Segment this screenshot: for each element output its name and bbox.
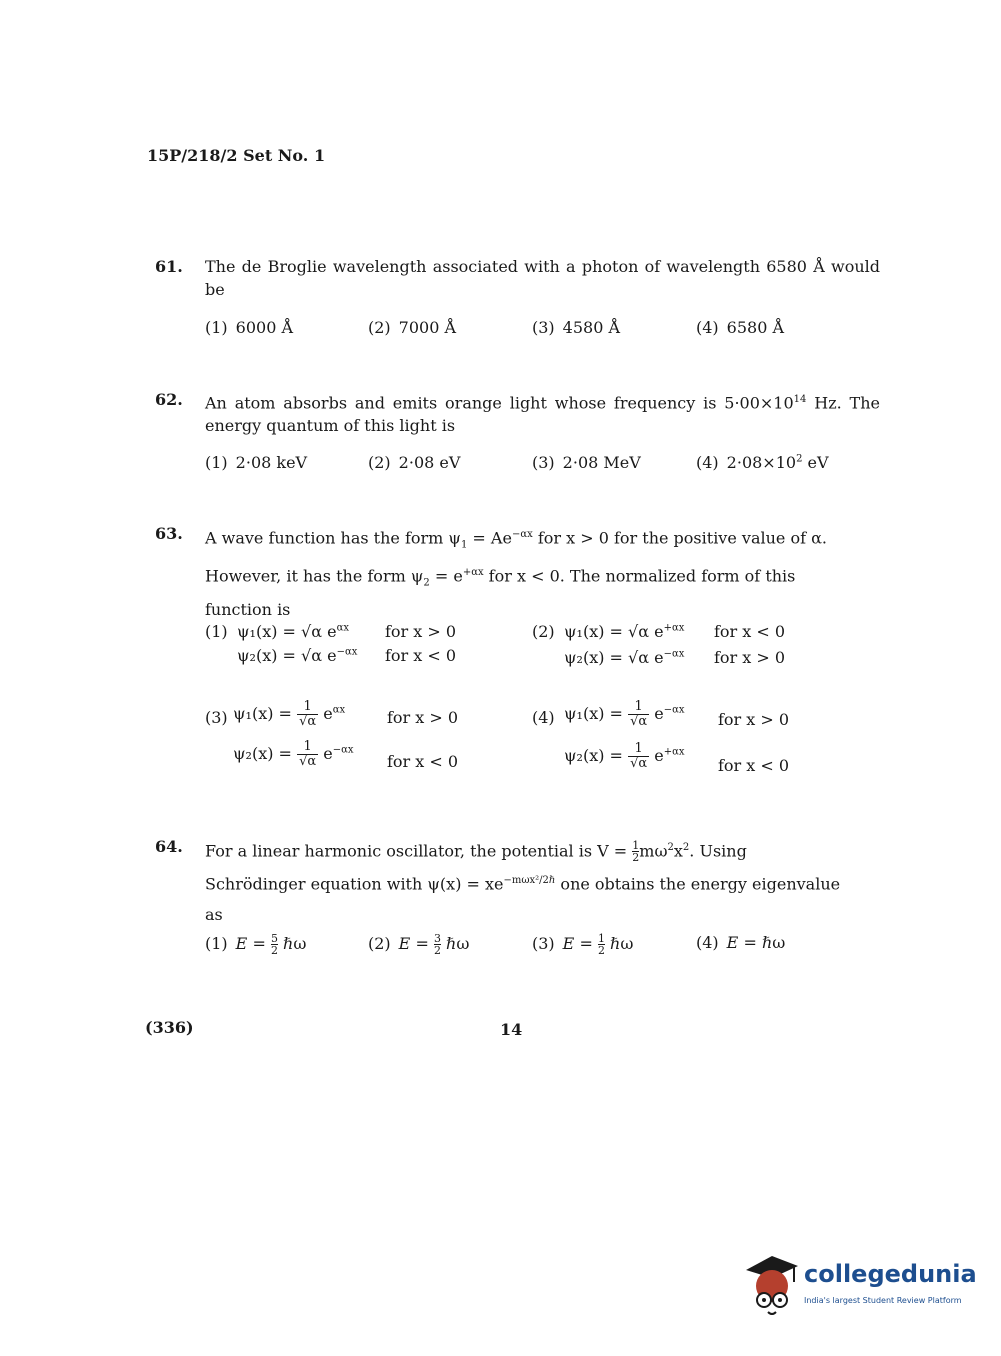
question-64-number: 64.: [155, 837, 183, 856]
option-pre: E =: [726, 933, 762, 952]
q63-l1b: = Ae: [467, 528, 512, 548]
fraction: [297, 700, 318, 729]
q63-l2-exp: +αx: [462, 566, 484, 578]
frac-den: √α: [299, 754, 317, 769]
q64-line-1: [205, 833, 880, 866]
exam-page: 15P/218/2 Set No. 1 61. The de Broglie wavelength associated with a photon of wavelength 6580 Å would be (1) 6000 Å (2) 7000 Å (3) 4580 Å (4) 6580 Å 62. An atom absorbs and emits orange light whose frequency is $5\cdot 00\times 10^{14}$ Hz. The energy quantum of this light is (1) 2·08 keV (2) 2·08 eV (3) 2·08 MeV (4) $2\cdot 08\times 10^2$ eV 63. A wave function has the form $\psi_1 = Ae^{-\alpha x}$ for x > 0 for the positive value of α. However, it has the form $\psi_2 = e^{+\alpha x}$ for x < 0. The normalized form of this function is (1) ψ₁(x) = √α $e^{\alpha x}$ for x > 0 ψ₂(x) = √α $e^{-\alpha x}$ for x < 0 (2) ψ₁(x) = √α $e^{+\alpha x}$ for x < 0 ψ₂(x) = √α $e^{-\alpha x}$ for x > 0 (3) ψ₁(x) = $\frac{1}{√\alpha}$ $e^{\alpha x}$ for x > 0 ψ₂(x) = $\frac{1}{√\alpha}$ $e^{-\alpha x}$ for x < 0 (4) ψ₁(x) = $\frac{1}{√\alpha}$ $e^{-\alpha x}$ for x > 0 ψ₂(x) = $\frac{1}{√\alpha}$ $e^{+\alpha x}$ for x < 0 64. For a linear harmonic oscillator, the potential is V = $\frac{1}{2}$ $m\omega^2x^2$. Using Schrödinger equation with $\psi(x) = xe^{-m\omega x^2/2\hbar}$ one obtains the energy eigenvalue as (1) E = $\frac{5}{2}$ ℏω (2) E = $\frac{3}{2}$ ℏω (3) E = $\frac{1}{2}$ ℏω (4) E = ℏω (336) 14 collegedunia India's largest Student Review Platform: [0, 0, 1001, 1356]
option-exponent: 2: [796, 453, 803, 465]
q63-l2a: However, it has the form ψ: [205, 565, 424, 585]
q64-option-4: [696, 933, 785, 952]
frac-den: √α: [630, 756, 648, 771]
option-tail: eV: [802, 453, 829, 472]
q63-l2b: = e: [429, 565, 463, 585]
option-number: (1): [205, 318, 228, 337]
question-62-number: 62.: [155, 390, 183, 409]
psi1: ψ₁(x) = √α e: [564, 622, 664, 641]
q64-line-3: as: [205, 904, 223, 924]
option-number: (4): [696, 453, 719, 472]
fraction: [434, 933, 441, 956]
option-number: (3): [205, 708, 228, 727]
frac-den: 2: [632, 851, 640, 865]
option-number: (3): [532, 934, 555, 953]
q61-option-3: [532, 318, 620, 337]
option-text: 2·08×10: [726, 453, 797, 472]
option-pre: E =: [235, 934, 271, 953]
q61-option-1: [205, 318, 293, 337]
cond-2: for x < 0: [387, 752, 459, 771]
q64-l1b: mω: [639, 841, 668, 861]
option-number: (2): [368, 934, 391, 953]
option-text: 2·08 keV: [235, 453, 308, 472]
logo-tagline: India's largest Student Review Platform: [804, 1296, 962, 1305]
option-text: 4580 Å: [562, 318, 621, 337]
exp: −αx: [336, 646, 358, 658]
q64-option-1: [205, 933, 306, 956]
question-62-text: [205, 388, 880, 437]
fraction: [628, 700, 649, 729]
option-number: (1): [205, 622, 228, 641]
q63-line-3: function is: [205, 600, 291, 620]
option-number: (4): [696, 933, 719, 952]
page-number: 14: [500, 1020, 523, 1039]
fraction: [598, 933, 605, 956]
q62-text-b: Hz. The energy quantum of this light is: [205, 393, 880, 436]
question-61-text: The de Broglie wavelength associated with a photon of wavelength 6580 Å would be: [205, 257, 880, 299]
q63-line-2: [205, 559, 880, 597]
q64-option-2: [368, 933, 469, 956]
q63-l1-sub: 1: [460, 539, 468, 551]
q61-option-4: [696, 318, 784, 337]
exp: +αx: [663, 746, 685, 758]
option-post: ℏω: [277, 934, 307, 953]
frac-num: 1: [628, 742, 649, 757]
psi1: ψ₁(x) = √α e: [237, 622, 337, 641]
fraction: [628, 742, 649, 771]
q61-option-2: [368, 318, 456, 337]
q64-option-3: [532, 933, 633, 956]
exp: −αx: [332, 744, 354, 756]
q62-exponent: 14: [793, 394, 807, 405]
q64-l2-exp: −mωx²/2ℏ: [503, 875, 556, 887]
fraction: [297, 740, 318, 769]
option-post: ℏω: [604, 934, 634, 953]
cond-1: for x > 0: [385, 622, 457, 641]
frac-den: 2: [270, 944, 278, 957]
option-number: (1): [205, 453, 228, 472]
q63-l2c: for x < 0. The normalized form of this: [483, 565, 796, 585]
frac-den: √α: [630, 714, 648, 729]
option-pre: E =: [398, 934, 434, 953]
q64-exp2: 2: [682, 842, 690, 853]
option-post: ℏω: [440, 934, 470, 953]
exp: αx: [336, 622, 350, 634]
psi1: ψ₁(x) =: [233, 704, 292, 723]
exp: +αx: [663, 622, 685, 634]
psi1: ψ₁(x) =: [564, 704, 623, 723]
exp: αx: [332, 704, 346, 716]
psi2: ψ₂(x) = √α e: [237, 646, 337, 665]
q64-l1c: x: [673, 841, 683, 861]
q62-option-3: [532, 453, 641, 472]
frac-num: 1: [628, 700, 649, 715]
cond-2: for x < 0: [385, 646, 457, 665]
q64-line-2: [205, 866, 880, 899]
q63-l1c: for x > 0 for the positive value of α.: [532, 528, 827, 548]
frac-num: 3: [433, 932, 441, 945]
frac-num: 1: [297, 740, 318, 755]
question-64-text: [205, 833, 880, 930]
question-63-text: [205, 521, 880, 623]
option-number: (2): [368, 453, 391, 472]
q63-line-1: [205, 521, 880, 559]
frac-den: √α: [299, 714, 317, 729]
option-number: (4): [532, 708, 555, 727]
option-text: 7000 Å: [398, 318, 457, 337]
option-post: ℏω: [761, 933, 786, 952]
question-63-number: 63.: [155, 524, 183, 543]
cond-1: for x > 0: [387, 708, 459, 727]
frac-num: 1: [597, 932, 605, 945]
option-number: (4): [696, 318, 719, 337]
option-number: (2): [368, 318, 391, 337]
psi2: ψ₂(x) =: [233, 744, 292, 763]
psi2: ψ₂(x) = √α e: [564, 648, 664, 667]
frac-den: 2: [597, 944, 605, 957]
option-text: 2·08 eV: [398, 453, 461, 472]
q64-exp1: 2: [667, 842, 674, 853]
q62-option-4: [696, 453, 829, 472]
frac-num: 1: [632, 839, 640, 853]
q63-l2-sub: 2: [423, 577, 430, 589]
option-number: (3): [532, 318, 555, 337]
exp: −αx: [663, 648, 685, 660]
collegedunia-logo: [742, 1248, 977, 1318]
logo-wordmark: collegedunia: [804, 1260, 977, 1288]
psi2: ψ₂(x) =: [564, 746, 623, 765]
fraction: [271, 933, 278, 956]
paper-code-header: 15P/218/2 Set No. 1: [147, 146, 326, 165]
frac-den: 2: [433, 944, 441, 957]
q64-l1a: For a linear harmonic oscillator, the potential is V =: [205, 841, 633, 861]
q64-l1d: . Using: [689, 841, 747, 861]
q64-l2a: Schrödinger equation with ψ(x) = xe: [205, 874, 504, 894]
footer-code: (336): [145, 1018, 194, 1037]
q62-option-1: [205, 453, 307, 472]
option-pre: E =: [562, 934, 598, 953]
option-number: (1): [205, 934, 228, 953]
frac-num: 5: [270, 932, 278, 945]
q63-l1a: A wave function has the form ψ: [205, 528, 461, 548]
exp: −αx: [663, 704, 685, 716]
option-number: (2): [532, 622, 555, 641]
cond-1: for x > 0: [718, 710, 790, 729]
option-text: 6580 Å: [726, 318, 785, 337]
question-61-number: 61.: [155, 257, 183, 276]
frac-num: 1: [297, 700, 318, 715]
q64-l2b: one obtains the energy eigenvalue: [555, 874, 841, 894]
option-number: (3): [532, 453, 555, 472]
option-text: 2·08 MeV: [562, 453, 641, 472]
cond-1: for x < 0: [714, 622, 786, 641]
q62-option-2: [368, 453, 460, 472]
cond-2: for x < 0: [718, 756, 790, 775]
cond-2: for x > 0: [714, 648, 786, 667]
option-text: 6000 Å: [235, 318, 294, 337]
q62-text-a: An atom absorbs and emits orange light whose frequency is 5·00×10: [205, 393, 794, 413]
q63-l1-exp: −αx: [511, 529, 533, 540]
mascot-icon: [742, 1248, 802, 1318]
